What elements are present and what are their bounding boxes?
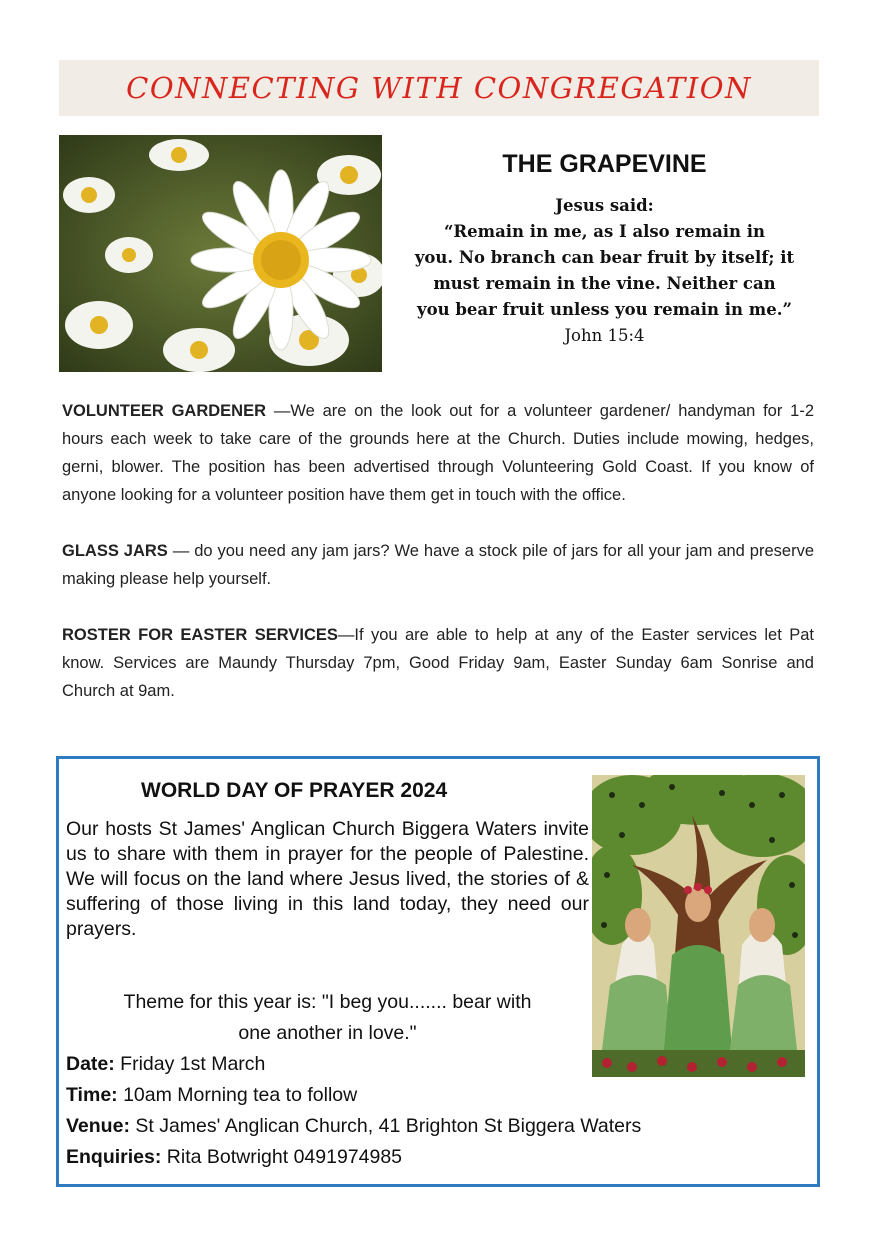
detail-venue <box>66 1111 641 1142</box>
header-banner <box>59 60 819 116</box>
detail-date <box>66 1049 641 1080</box>
detail-value: Friday 1st March <box>114 1053 266 1075</box>
notice-heading: ROSTER FOR EASTER SERVICES <box>62 626 338 644</box>
wdp-details <box>66 1049 641 1173</box>
notice-volunteer-gardener <box>62 397 814 509</box>
notice-body: —We are on the look out for a volunteer gardener/ handyman for 1-2 hours each week to take care of the grounds here at the Church. Duties include mowing, hedges, gerni, blower. The position has been advertised through Volunteering Gold Coast. If you know of anyone looking for a volunteer position have them get in touch with the office. <box>62 402 814 504</box>
bible-verse <box>392 193 817 349</box>
daisy-flowers-image <box>59 135 382 372</box>
detail-label: Enquiries: <box>66 1146 162 1168</box>
detail-enquiries <box>66 1142 641 1173</box>
grapevine-title: THE GRAPEVINE <box>502 150 707 178</box>
detail-time <box>66 1080 641 1111</box>
verse-line: “Remain in me, as I also remain in <box>443 222 766 241</box>
detail-label: Venue: <box>66 1115 130 1137</box>
wdp-title: WORLD DAY OF PRAYER 2024 <box>141 779 448 802</box>
verse-line: you bear fruit unless you remain in me.” <box>417 300 792 319</box>
detail-value: Rita Botwright 0491974985 <box>161 1146 403 1168</box>
theme-line: one another in love." <box>238 1022 417 1044</box>
world-day-of-prayer-box <box>56 756 820 1187</box>
notice-heading: GLASS JARS <box>62 542 168 560</box>
verse-line: must remain in the vine. Neither can <box>433 274 776 293</box>
detail-value: 10am Morning tea to follow <box>117 1084 358 1106</box>
wdp-description: Our hosts St James' Anglican Church Biggera Waters invite us to share with them in prayer for the people of Palestine. We will focus on the land where Jesus lived, the stories of & suffering of those living in this land today, they need our prayers. <box>66 818 589 940</box>
verse-intro: Jesus said: <box>555 196 654 215</box>
notice-body: —If you are able to help at any of the Easter services let Pat know. Services are Maundy Thursday 7pm, Good Friday 9am, Easter Sunday 6am Sonrise and Church at 9am. <box>62 626 814 700</box>
detail-value: St James' Anglican Church, 41 Brighton St Biggera Waters <box>129 1115 642 1137</box>
wdp-theme <box>66 987 589 1049</box>
verse-line: you. No branch can bear fruit by itself; it <box>414 248 795 267</box>
detail-label: Date: <box>66 1053 115 1075</box>
women-under-tree-painting <box>592 775 805 1077</box>
notice-heading: VOLUNTEER GARDENER <box>62 402 266 420</box>
verse-reference: John 15:4 <box>564 326 645 345</box>
notice-body: — do you need any jam jars? We have a stock pile of jars for all your jam and preserve making please help yourself. <box>62 542 814 588</box>
grapevine-section <box>392 150 817 349</box>
notice-glass-jars <box>62 537 814 593</box>
notice-easter-roster <box>62 621 814 705</box>
theme-line: Theme for this year is: "I beg you....... bear with <box>123 991 532 1013</box>
notices-section <box>62 397 814 733</box>
banner-title: CONNECTING WITH CONGREGATION <box>126 71 752 105</box>
detail-label: Time: <box>66 1084 118 1106</box>
